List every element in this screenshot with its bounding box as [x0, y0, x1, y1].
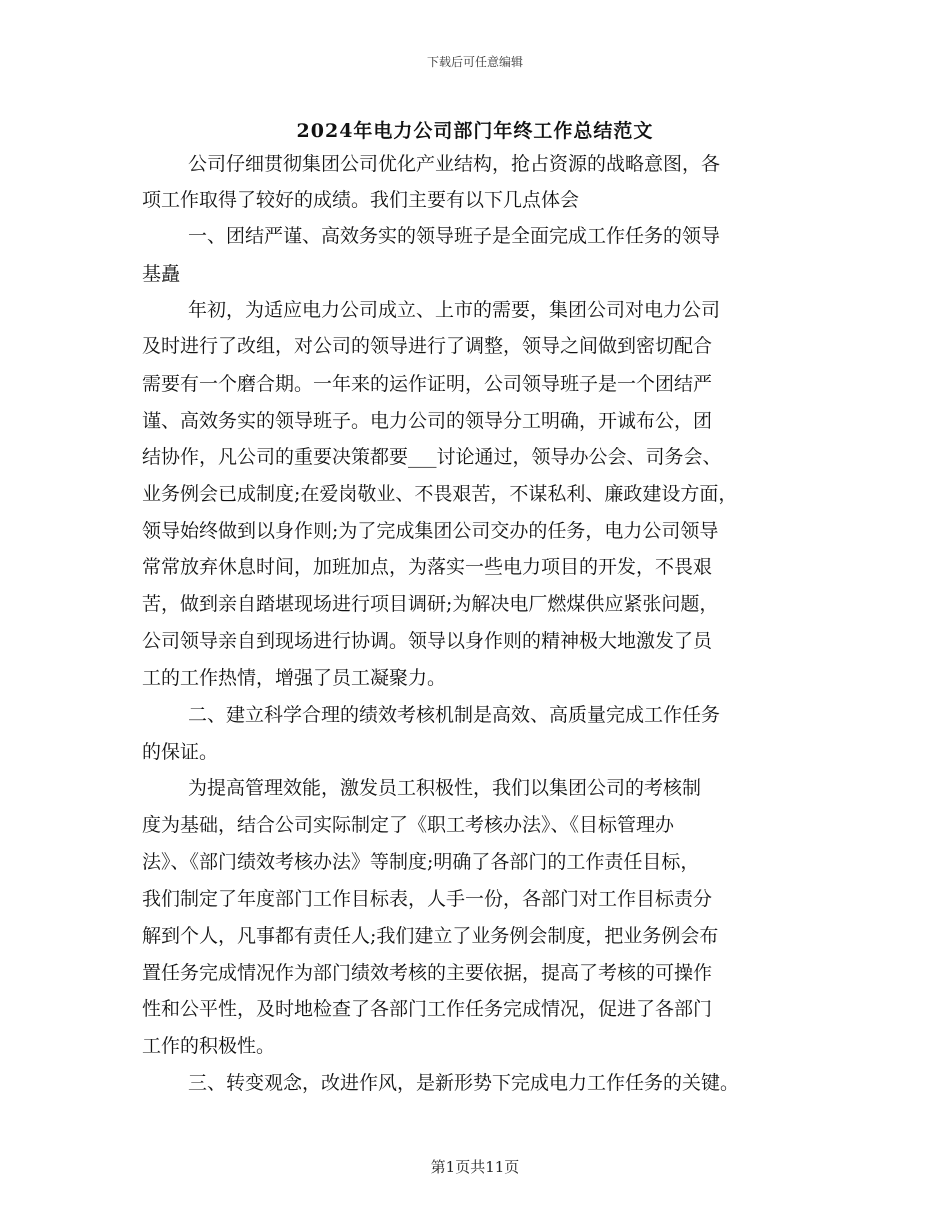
- section-heading: 一、团结严谨、高效务实的领导班子是全面完成工作任务的领导: [188, 225, 721, 247]
- body-line: 需要有一个磨合期。一年来的运作证明，公司领导班子是一个团结严: [142, 373, 713, 395]
- section-heading: 三、转变观念，改进作风，是新形势下完成电力工作任务的关键。: [188, 1072, 740, 1094]
- body-line: 领导始终做到以身作则;为了完成集团公司交办的任务，电力公司领导: [142, 520, 719, 542]
- body-line: 结协作，凡公司的重要决策都要___讨论通过，领导办公会、司务会、: [142, 446, 722, 468]
- body-line: 及时进行了改组，对公司的领导进行了调整，领导之间做到密切配合: [142, 335, 713, 357]
- body-line: 公司仔细贯彻集团公司优化产业结构，抢占资源的战略意图，各: [188, 153, 721, 175]
- body-line: 谨、高效务实的领导班子。电力公司的领导分工明确，开诚布公，团: [142, 410, 713, 432]
- body-line: 解到个人，凡事都有责任人;我们建立了业务例会制度，把业务例会布: [142, 925, 719, 947]
- body-line: 工的工作热情，增强了员工凝聚力。: [142, 667, 447, 689]
- body-line: 性和公平性，及时地检查了各部门工作任务完成情况，促进了各部门: [142, 998, 713, 1020]
- body-line: 苦，做到亲自踏堪现场进行项目调研;为解决电厂燃煤供应紧张问题，: [142, 593, 719, 615]
- body-line: 业务例会已成制度;在爱岗敬业、不畏艰苦，不谋私利、廉政建设方面，: [142, 483, 738, 505]
- section-heading: 基矗: [142, 263, 181, 285]
- document-title: 2024年电力公司部门年终工作总结范文: [296, 120, 654, 142]
- body-line: 法》、《部门绩效考核办法》等制度;明确了各部门的工作责任目标，: [142, 851, 700, 873]
- body-line: 我们制定了年度部门工作目标表，人手一份，各部门对工作目标责分: [142, 888, 713, 910]
- body-line: 项工作取得了较好的成绩。我们主要有以下几点体会: [142, 189, 580, 211]
- body-line: 公司领导亲自到现场进行协调。领导以身作则的精神极大地激发了员: [142, 630, 713, 652]
- body-line: 年初，为适应电力公司成立、上市的需要，集团公司对电力公司: [188, 299, 721, 321]
- body-line: 为提高管理效能，激发员工积极性，我们以集团公司的考核制: [188, 777, 702, 799]
- page-number: 第1页共11页: [430, 1158, 520, 1176]
- body-line: 常常放弃休息时间，加班加点，为落实一些电力项目的开发，不畏艰: [142, 556, 713, 578]
- section-heading: 的保证。: [142, 741, 219, 763]
- header-note: 下载后可任意编辑: [426, 55, 523, 69]
- section-heading: 二、建立科学合理的绩效考核机制是高效、高质量完成工作任务: [188, 704, 721, 726]
- body-line: 度为基础，结合公司实际制定了《职工考核办法》、《目标管理办: [142, 814, 675, 836]
- body-line: 工作的积极性。: [142, 1035, 276, 1057]
- body-line: 置任务完成情况作为部门绩效考核的主要依据，提高了考核的可操作: [142, 962, 713, 984]
